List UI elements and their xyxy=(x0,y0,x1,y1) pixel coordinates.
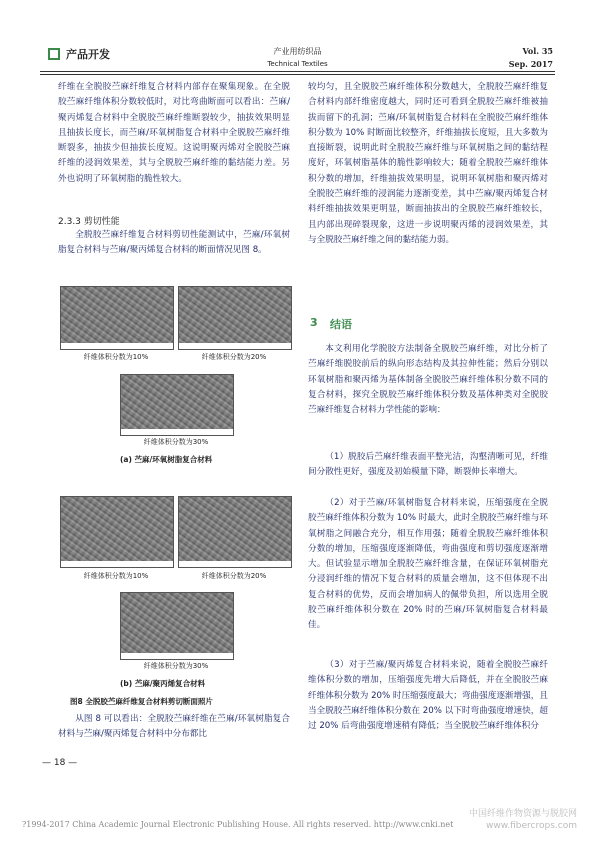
micrograph-a-20 xyxy=(178,286,292,350)
caption-a-20: 纤维体积分数为20% xyxy=(201,353,267,361)
fig-b-label: (b) 苎麻/聚丙烯复合材料 xyxy=(120,679,206,688)
header-rule xyxy=(40,71,555,72)
page-number: — 18 — xyxy=(42,758,78,768)
micrograph-b-20 xyxy=(178,496,292,568)
caption-b-20: 纤维体积分数为20% xyxy=(201,572,267,580)
left-para-3: 从图 8 可以看出：全脱胶苎麻纤维在苎麻/环氧树脂复合材料与苎麻/聚丙烯复合材料中分布都比 xyxy=(58,714,290,740)
caption-b-10: 纤维体积分数为10% xyxy=(83,572,149,580)
micrograph-a-30 xyxy=(120,374,234,436)
header-rule-thin xyxy=(40,74,555,75)
volume: Vol. 35 xyxy=(522,46,553,56)
right-para-2: 本文利用化学脱胶方法制备全脱胶苎麻纤维，对比分析了苎麻纤维脱胶前后的纵向形态结构及其拉伸性能；然后分别以环氧树脂和聚丙烯为基体制备全脱胶苎麻纤维体积分数不同的复合材料，探究全脱胶苎麻纤维体积分数及基体种类对全脱胶苎麻纤维复合材料力学性能的影响： xyxy=(308,344,548,416)
watermark-url: www.fibercrops.com xyxy=(486,821,577,831)
conclusion-item-2: （2）对于苎麻/环氧树脂复合材料来说，压缩强度在全脱胶苎麻纤维体积分数为 10% 时最大，此时全脱胶苎麻纤维与环氧树脂之间融合充分，相互作用强；随着全脱胶苎麻纤维体积分数的增加，压缩强度逐渐降低，弯曲强度和剪切强度逐渐增大。但试验显示增加全脱胶苎麻纤维含量，在保证环氧树脂充分浸润纤维的情况下复合材料的质量会增加，这不但体现不出复合材料的优势，反而会增加病人的佩带负担，所以选用全脱胶苎麻纤维体积分数在 20% 时的苎麻/环氧树脂复合材料最佳。 xyxy=(308,498,548,631)
subsection-heading: 2.3.3 剪切性能 xyxy=(58,217,120,227)
section-title: 结语 xyxy=(330,318,352,331)
journal-title-cn: 产业用纺织品 xyxy=(273,47,322,56)
section-number: 3 xyxy=(310,316,318,329)
conclusion-item-3: （3）对于苎麻/聚丙烯复合材料来说，随着全脱胶苎麻纤维体积分数的增加，压缩强度先增大后降低，并在全脱胶苎麻纤维体积分数为 20% 时压缩强度最大；弯曲强度逐渐增强，且当全脱胶苎麻纤维体积分数在 20% 以下时弯曲强度增速快，超过 20% 后弯曲强度增速稍有降低；当全脱胶苎麻纤维体积分 xyxy=(308,660,548,732)
conclusion-item-1: （1）脱胶后苎麻纤维表面平整光洁，沟壑清晰可见，纤维间分散性更好，强度及初始模量下降，断裂伸长率增大。 xyxy=(308,452,548,478)
watermark-cn: 中国纤维作物资源与脱胶网 xyxy=(468,809,577,819)
caption-a-10: 纤维体积分数为10% xyxy=(83,353,149,361)
micrograph-a-10 xyxy=(60,286,174,350)
section-tag: 产品开发 xyxy=(66,48,110,61)
micrograph-b-30 xyxy=(120,592,234,660)
issue-date: Sep. 2017 xyxy=(508,59,553,69)
caption-b-30: 纤维体积分数为30% xyxy=(143,662,209,670)
micrograph-b-10 xyxy=(60,496,174,568)
right-para-1: 较均匀，且全脱胶苎麻纤维体积分数越大，全脱胶苎麻纤维复合材料内部纤维密度越大，同时还可看到全脱胶苎麻纤维被抽拔而留下的孔洞；苎麻/环氧树脂复合材料在全脱胶苎麻纤维体积分数为 10% 时断面比较整齐，纤维抽拔长度短，且大多数为直接断裂，说明此时全脱胶苎麻纤维与环氧树脂之间的黏结程度好，环氧树脂基体的脆性影响较大；随着全脱胶苎麻纤维体积分数的增加，纤维抽拔效果明显，说明环氧树脂和聚丙烯对全脱胶苎麻纤维的浸润能力逐渐变差，其中苎麻/聚丙烯复合材料纤维抽拔效果更明显，断面抽拔出的全脱胶苎麻纤维较长，且内部出现碎裂现象，这进一步说明聚丙烯的浸润效果差，其与全脱胶苎麻纤维之间的黏结能力弱。 xyxy=(308,82,548,245)
fig-a-label: (a) 苎麻/环氧树脂复合材料 xyxy=(120,455,213,464)
left-para-1: 纤维在全脱胶苎麻纤维复合材料内部存在聚集现象。在全脱胶苎麻纤维体积分数较低时，对比弯曲断面可以看出：苎麻/聚丙烯复合材料中全脱胶苎麻纤维断裂较少，抽拔效果明显且抽拔长度长，而苎麻/环氧树脂复合材料中全脱胶苎麻纤维断裂多，抽拔少但抽拔长度短。这说明聚丙烯对全脱胶苎麻纤维的浸润效果差，其与全脱胶苎麻纤维的黏结能力差。另外也说明了环氧树脂的脆性较大。 xyxy=(58,82,290,184)
left-para-2: 全脱胶苎麻纤维复合材料剪切性能测试中，苎麻/环氧树脂复合材料与苎麻/聚丙烯复合材料的断面情况见图 8。 xyxy=(58,230,290,256)
copyright-footer: ?1994-2017 China Academic Journal Electronic Publishing House. All rights reserved. http://www.cnki.net xyxy=(22,820,454,829)
figure-8-caption: 图8 全脱胶苎麻纤维复合材料剪切断面照片 xyxy=(70,697,213,706)
journal-title-en: Technical Textiles xyxy=(267,60,328,68)
caption-a-30: 纤维体积分数为30% xyxy=(143,438,209,446)
